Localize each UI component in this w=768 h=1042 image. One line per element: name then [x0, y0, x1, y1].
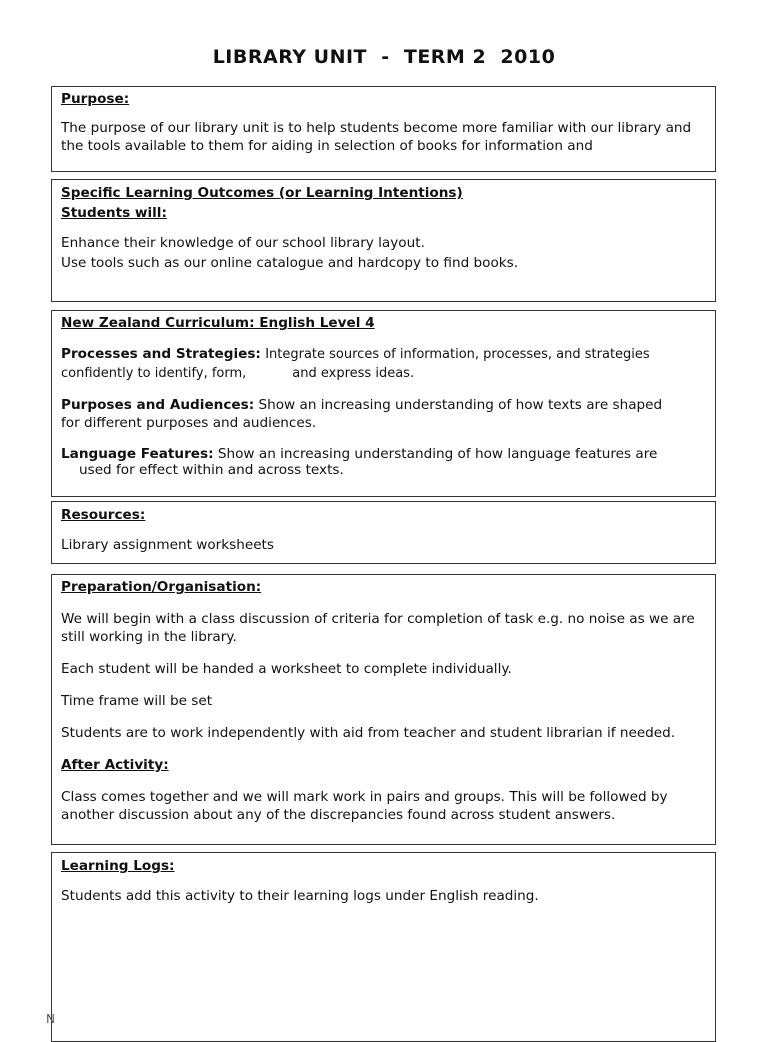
curriculum-section — [51, 310, 716, 497]
preparation-para-5: Class comes together and we will mark work in pairs and groups. This will be followed by another discussion about any of the discrepancies found across student answers. — [61, 789, 668, 823]
learning-logs-section — [51, 852, 716, 1042]
curriculum-heading: New Zealand Curriculum: English Level 4 — [61, 315, 375, 331]
processes-text-1: Integrate sources of information, processes, and strategies — [265, 347, 650, 362]
students-will-heading: Students will: — [61, 205, 167, 221]
language-text-1: Show an increasing understanding of how language features are — [217, 446, 658, 462]
after-activity-heading: After Activity: — [61, 757, 169, 773]
purposes-label: Purposes and Audiences: — [61, 397, 255, 413]
preparation-section — [51, 574, 716, 845]
outcomes-heading: Specific Learning Outcomes (or Learning Intentions) — [61, 185, 463, 201]
learning-logs-heading: Learning Logs: — [61, 858, 175, 874]
processes-text-2b: and express ideas. — [292, 366, 415, 381]
footer-fragment: N — [46, 1012, 55, 1026]
language-paragraph — [61, 445, 706, 478]
preparation-para-3: Time frame will be set — [61, 693, 213, 709]
preparation-para-1: We will begin with a class discussion of criteria for completion of task e.g. no noise as we are still working in the library. — [61, 611, 695, 645]
purposes-paragraph — [61, 396, 706, 432]
purpose-section — [51, 86, 716, 172]
preparation-heading: Preparation/Organisation: — [61, 579, 262, 595]
resources-heading: Resources: — [61, 507, 146, 523]
resources-section — [51, 501, 716, 564]
processes-paragraph — [61, 345, 706, 383]
preparation-para-4: Students are to work independently with aid from teacher and student librarian if needed. — [61, 725, 676, 741]
purpose-text: The purpose of our library unit is to help students become more familiar with our library and the tools available to them for aiding in selection of books for information and — [61, 120, 692, 154]
outcome-line-1: Enhance their knowledge of our school library layout. — [61, 235, 425, 251]
purposes-text-2: for different purposes and audiences. — [61, 415, 317, 431]
page-title: LIBRARY UNIT - TERM 2 2010 — [212, 46, 556, 68]
purpose-heading: Purpose: — [61, 91, 130, 107]
preparation-para-2: Each student will be handed a worksheet to complete individually. — [61, 661, 512, 677]
outcome-line-2: Use tools such as our online catalogue and hardcopy to find books. — [61, 255, 519, 271]
language-label: Language Features: — [61, 446, 214, 462]
learning-logs-text: Students add this activity to their learning logs under English reading. — [61, 888, 539, 904]
processes-text-2a: confidently to identify, form, — [61, 366, 247, 381]
learning-outcomes-section — [51, 179, 716, 302]
resources-text: Library assignment worksheets — [61, 537, 274, 553]
processes-label: Processes and Strategies: — [61, 346, 261, 362]
purposes-text-1: Show an increasing understanding of how texts are shaped — [258, 397, 663, 413]
language-text-2: used for effect within and across texts. — [79, 462, 344, 478]
